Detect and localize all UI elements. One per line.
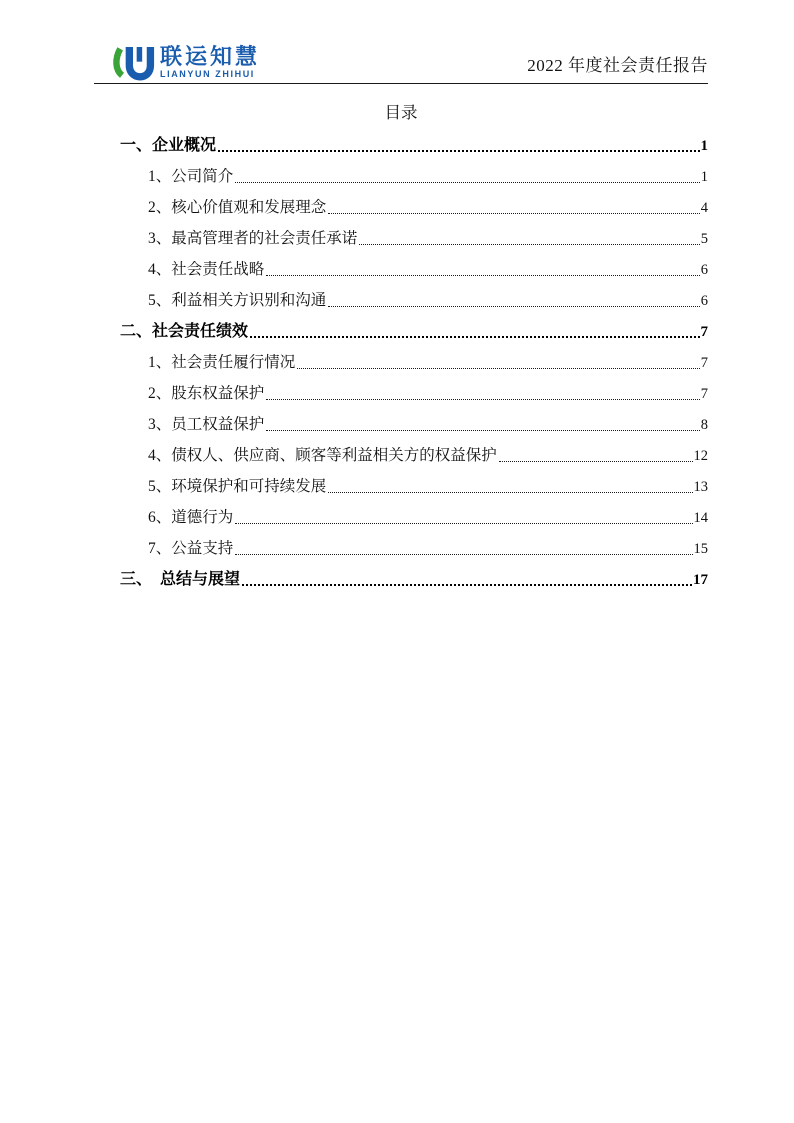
toc-entry[interactable] bbox=[120, 479, 708, 495]
toc-entry-page: 7 bbox=[700, 355, 708, 371]
toc-entry-page: 17 bbox=[693, 572, 708, 588]
toc-entry[interactable] bbox=[120, 169, 708, 185]
toc-entry-label: 6、道德行为 bbox=[148, 509, 234, 526]
toc-dot-leader bbox=[328, 492, 692, 493]
toc-entry-page: 4 bbox=[700, 200, 708, 216]
toc-entry-label: 5、利益相关方识别和沟通 bbox=[148, 292, 327, 309]
toc-entry-label: 三、 总结与展望 bbox=[120, 571, 241, 588]
toc-entry[interactable] bbox=[120, 510, 708, 526]
toc-dot-leader bbox=[235, 182, 699, 183]
toc-entry-label: 3、最高管理者的社会责任承诺 bbox=[148, 230, 358, 247]
brand-name-cn: 联运知慧 bbox=[160, 44, 261, 69]
toc-entry-label: 5、环境保护和可持续发展 bbox=[148, 478, 327, 495]
toc-entry[interactable] bbox=[120, 541, 708, 557]
toc-entry-page: 7 bbox=[700, 386, 708, 402]
toc-entry-page: 14 bbox=[693, 510, 708, 526]
toc-entry-label: 1、社会责任履行情况 bbox=[148, 354, 296, 371]
toc-dot-leader bbox=[235, 554, 692, 555]
toc-entry-label: 一、企业概况 bbox=[120, 137, 217, 154]
toc-entry[interactable] bbox=[120, 231, 708, 247]
toc-dot-leader bbox=[235, 523, 692, 524]
table-of-contents bbox=[120, 138, 708, 588]
toc-entry[interactable] bbox=[120, 417, 708, 433]
toc-dot-leader bbox=[266, 275, 699, 276]
toc-entry[interactable] bbox=[120, 200, 708, 216]
page-header bbox=[94, 44, 708, 84]
toc-entry-page: 12 bbox=[693, 448, 708, 464]
toc-entry-label: 4、债权人、供应商、顾客等利益相关方的权益保护 bbox=[148, 447, 497, 464]
toc-entry[interactable] bbox=[120, 324, 708, 340]
toc-entry-page: 13 bbox=[693, 479, 708, 495]
report-title: 2022 年度社会责任报告 bbox=[527, 56, 708, 75]
toc-entry-label: 1、公司简介 bbox=[148, 168, 234, 185]
toc-dot-leader bbox=[250, 336, 699, 338]
toc-entry-page: 8 bbox=[700, 417, 708, 433]
toc-entry[interactable] bbox=[120, 355, 708, 371]
toc-entry-label: 2、股东权益保护 bbox=[148, 385, 265, 402]
toc-entry[interactable] bbox=[120, 572, 708, 588]
toc-entry-page: 7 bbox=[700, 324, 708, 340]
toc-title: 目录 bbox=[384, 103, 418, 122]
toc-entry-page: 1 bbox=[700, 169, 708, 185]
toc-dot-leader bbox=[218, 150, 699, 152]
toc-dot-leader bbox=[359, 244, 699, 245]
toc-dot-leader bbox=[242, 584, 692, 586]
toc-entry-page: 1 bbox=[700, 138, 708, 154]
toc-entry-label: 4、社会责任战略 bbox=[148, 261, 265, 278]
toc-entry[interactable] bbox=[120, 262, 708, 278]
toc-entry-page: 5 bbox=[700, 231, 708, 247]
company-logo bbox=[111, 45, 260, 82]
toc-entry-page: 15 bbox=[693, 541, 708, 557]
toc-dot-leader bbox=[297, 368, 699, 369]
toc-dot-leader bbox=[266, 399, 699, 400]
toc-entry-label: 7、公益支持 bbox=[148, 540, 234, 557]
logo-text-block bbox=[160, 45, 260, 79]
toc-entry-page: 6 bbox=[700, 262, 708, 278]
toc-dot-leader bbox=[266, 430, 699, 431]
toc-entry[interactable] bbox=[120, 386, 708, 402]
toc-dot-leader bbox=[328, 213, 699, 214]
lianyun-lu-monogram-icon bbox=[111, 45, 155, 82]
toc-entry-page: 6 bbox=[700, 293, 708, 309]
toc-dot-leader bbox=[328, 306, 699, 307]
toc-entry[interactable] bbox=[120, 293, 708, 309]
brand-name-en: LIANYUN ZHIHUI bbox=[160, 69, 255, 80]
toc-dot-leader bbox=[499, 461, 693, 462]
toc-entry[interactable] bbox=[120, 138, 708, 154]
toc-entry-label: 3、员工权益保护 bbox=[148, 416, 265, 433]
toc-entry-label: 二、社会责任绩效 bbox=[120, 323, 249, 340]
toc-entry-label: 2、核心价值观和发展理念 bbox=[148, 199, 327, 216]
toc-entry[interactable] bbox=[120, 448, 708, 464]
